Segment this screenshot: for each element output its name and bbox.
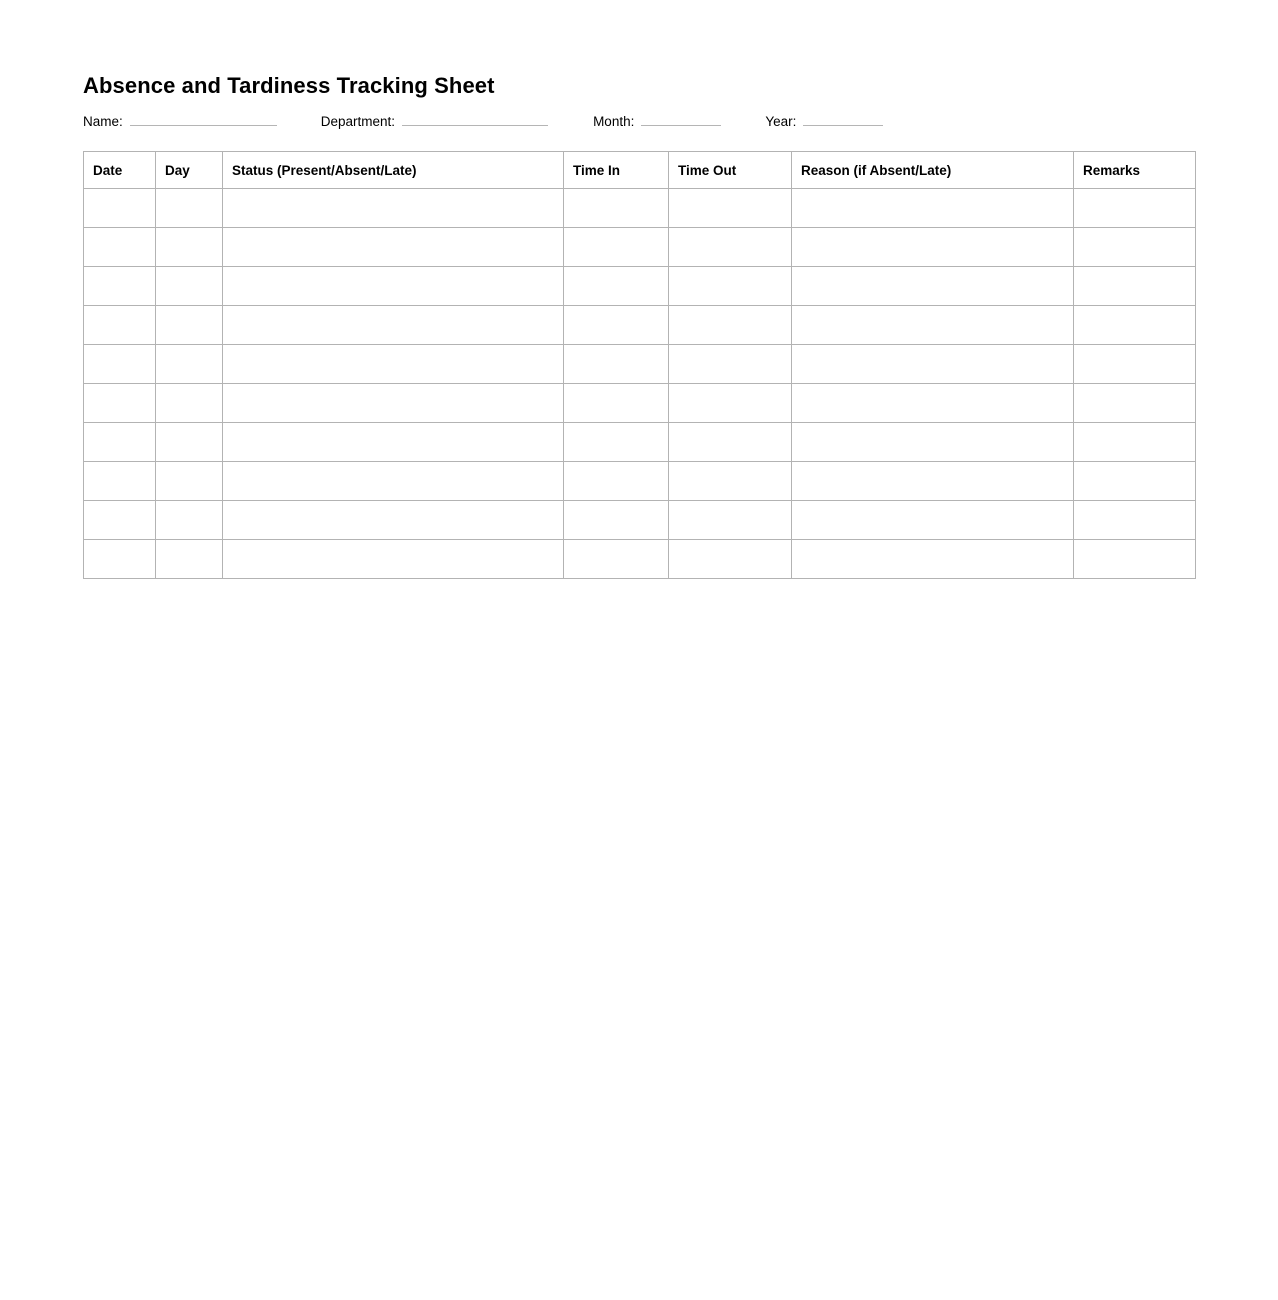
cell-status[interactable]	[223, 228, 564, 267]
table-row	[84, 345, 1196, 384]
cell-remarks[interactable]	[1074, 267, 1196, 306]
department-field-group	[321, 112, 548, 130]
table-header-row	[84, 152, 1196, 189]
cell-reason[interactable]	[792, 228, 1074, 267]
cell-time-in[interactable]	[564, 462, 669, 501]
table-row	[84, 267, 1196, 306]
cell-time-in[interactable]	[564, 189, 669, 228]
name-label: Name:	[83, 114, 123, 129]
table-row	[84, 228, 1196, 267]
cell-day[interactable]	[156, 501, 223, 540]
cell-reason[interactable]	[792, 501, 1074, 540]
name-input[interactable]	[130, 112, 277, 126]
month-field-group	[593, 112, 721, 130]
column-header-status: Status (Present/Absent/Late)	[223, 152, 564, 189]
cell-status[interactable]	[223, 384, 564, 423]
column-header-remarks: Remarks	[1074, 152, 1196, 189]
cell-reason[interactable]	[792, 462, 1074, 501]
month-input[interactable]	[641, 112, 721, 126]
cell-remarks[interactable]	[1074, 189, 1196, 228]
column-header-date: Date	[84, 152, 156, 189]
cell-date[interactable]	[84, 306, 156, 345]
month-label: Month:	[593, 114, 635, 129]
table-body	[84, 189, 1196, 579]
cell-day[interactable]	[156, 228, 223, 267]
cell-time-out[interactable]	[669, 384, 792, 423]
name-field-group	[83, 112, 277, 130]
cell-time-out[interactable]	[669, 540, 792, 579]
cell-day[interactable]	[156, 267, 223, 306]
cell-time-in[interactable]	[564, 384, 669, 423]
form-meta-row	[83, 112, 883, 132]
cell-day[interactable]	[156, 384, 223, 423]
cell-time-out[interactable]	[669, 462, 792, 501]
cell-date[interactable]	[84, 189, 156, 228]
year-field-group	[765, 112, 883, 130]
cell-remarks[interactable]	[1074, 423, 1196, 462]
cell-status[interactable]	[223, 501, 564, 540]
cell-time-out[interactable]	[669, 345, 792, 384]
cell-day[interactable]	[156, 306, 223, 345]
table-row	[84, 462, 1196, 501]
cell-status[interactable]	[223, 540, 564, 579]
cell-date[interactable]	[84, 345, 156, 384]
cell-reason[interactable]	[792, 306, 1074, 345]
cell-time-out[interactable]	[669, 228, 792, 267]
cell-time-in[interactable]	[564, 501, 669, 540]
column-header-day: Day	[156, 152, 223, 189]
cell-time-in[interactable]	[564, 228, 669, 267]
cell-remarks[interactable]	[1074, 384, 1196, 423]
cell-remarks[interactable]	[1074, 501, 1196, 540]
year-label: Year:	[765, 114, 797, 129]
cell-time-in[interactable]	[564, 423, 669, 462]
cell-day[interactable]	[156, 540, 223, 579]
column-header-time-in: Time In	[564, 152, 669, 189]
cell-time-out[interactable]	[669, 423, 792, 462]
table-row	[84, 423, 1196, 462]
cell-status[interactable]	[223, 345, 564, 384]
column-header-reason: Reason (if Absent/Late)	[792, 152, 1074, 189]
cell-date[interactable]	[84, 540, 156, 579]
cell-date[interactable]	[84, 501, 156, 540]
cell-time-out[interactable]	[669, 267, 792, 306]
cell-time-in[interactable]	[564, 345, 669, 384]
cell-status[interactable]	[223, 189, 564, 228]
cell-remarks[interactable]	[1074, 306, 1196, 345]
cell-time-out[interactable]	[669, 306, 792, 345]
cell-status[interactable]	[223, 267, 564, 306]
cell-date[interactable]	[84, 228, 156, 267]
cell-date[interactable]	[84, 267, 156, 306]
column-header-time-out: Time Out	[669, 152, 792, 189]
cell-remarks[interactable]	[1074, 540, 1196, 579]
table-row	[84, 189, 1196, 228]
table-row	[84, 540, 1196, 579]
cell-reason[interactable]	[792, 540, 1074, 579]
cell-reason[interactable]	[792, 345, 1074, 384]
cell-time-out[interactable]	[669, 189, 792, 228]
cell-day[interactable]	[156, 462, 223, 501]
department-label: Department:	[320, 114, 396, 129]
department-input[interactable]	[402, 112, 548, 126]
page-title: Absence and Tardiness Tracking Sheet	[83, 72, 495, 98]
cell-time-in[interactable]	[564, 267, 669, 306]
cell-remarks[interactable]	[1074, 345, 1196, 384]
cell-status[interactable]	[223, 306, 564, 345]
table-row	[84, 306, 1196, 345]
cell-time-in[interactable]	[564, 306, 669, 345]
cell-time-out[interactable]	[669, 501, 792, 540]
cell-day[interactable]	[156, 345, 223, 384]
cell-reason[interactable]	[792, 423, 1074, 462]
cell-day[interactable]	[156, 423, 223, 462]
table-row	[84, 384, 1196, 423]
attendance-tracking-table	[83, 151, 1196, 579]
cell-date[interactable]	[84, 384, 156, 423]
cell-remarks[interactable]	[1074, 462, 1196, 501]
cell-status[interactable]	[223, 423, 564, 462]
cell-time-in[interactable]	[564, 540, 669, 579]
table-row	[84, 501, 1196, 540]
cell-remarks[interactable]	[1074, 228, 1196, 267]
cell-day[interactable]	[156, 189, 223, 228]
cell-date[interactable]	[84, 423, 156, 462]
cell-date[interactable]	[84, 462, 156, 501]
cell-reason[interactable]	[792, 384, 1074, 423]
cell-status[interactable]	[223, 462, 564, 501]
year-input[interactable]	[803, 112, 883, 126]
cell-reason[interactable]	[792, 267, 1074, 306]
cell-reason[interactable]	[792, 189, 1074, 228]
